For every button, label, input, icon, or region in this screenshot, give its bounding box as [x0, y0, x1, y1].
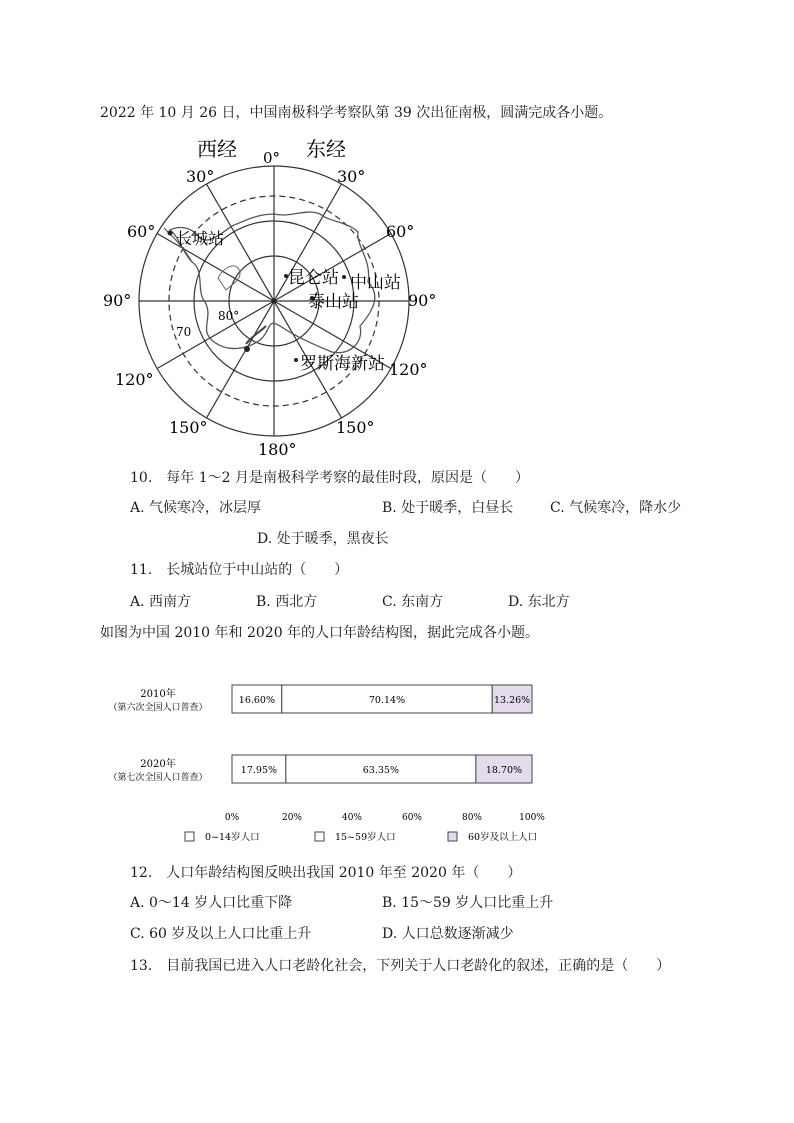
category-label: （第七次全国人口普查） [108, 773, 208, 783]
lon-label-60w: 60° [127, 222, 156, 241]
x-tick-label: 0% [224, 813, 240, 823]
intro-population: 如图为中国 2010 年和 2020 年的人口年龄结构图，据此完成各小题。 [100, 625, 540, 641]
west-longitude-label: 西经 [197, 137, 237, 161]
bar-data-label: 18.70% [485, 765, 523, 776]
lon-label-90w: 90° [103, 291, 132, 310]
luosihai-station-dot [294, 358, 298, 362]
lat-label-80: 80° [218, 309, 240, 323]
intro-antarctic: 2022 年 10 月 26 日，中国南极科学考察队第 39 次出征南极，圆满完成各小题。 [100, 105, 613, 121]
zhongshan-station-dot [342, 275, 346, 279]
question-11-stem: 11. 长城站位于中山站的（ ） [130, 562, 349, 578]
question-12-option-c[interactable]: C. 60 岁及以上人口比重上升 [130, 926, 312, 942]
ice-shelf-outline [218, 266, 240, 290]
legend-label: 0~14岁人口 [205, 832, 260, 843]
lon-label-60e: 60° [386, 222, 415, 241]
bar-data-label: 13.26% [493, 695, 531, 706]
x-tick-label: 100% [519, 813, 545, 823]
x-tick-label: 40% [341, 813, 363, 823]
lon-label-150e: 150° [336, 418, 375, 437]
question-10-option-d[interactable]: D. 处于暖季，黑夜长 [257, 531, 389, 547]
x-tick-label: 60% [401, 813, 423, 823]
ross-sea-marker [244, 346, 250, 352]
lon-label-90e: 90° [408, 291, 437, 310]
question-10-option-a[interactable]: A. 气候寒冷，冰层厚 [130, 500, 262, 516]
legend-swatch [185, 832, 194, 841]
east-longitude-label: 东经 [306, 137, 346, 161]
legend-swatch [315, 832, 324, 841]
question-10-option-b[interactable]: B. 处于暖季，白昼长 [382, 500, 514, 516]
category-label: 2010年 [140, 689, 176, 700]
x-tick-label: 20% [281, 813, 303, 823]
question-10-stem: 10. 每年 1～2 月是南极科学考察的最佳时段，原因是（ ） [130, 470, 529, 486]
category-label: 2020年 [140, 759, 176, 770]
x-tick-label: 80% [461, 813, 483, 823]
legend-swatch [448, 832, 457, 841]
question-10-option-c[interactable]: C. 气候寒冷，降水少 [550, 500, 682, 516]
question-11-option-b[interactable]: B. 西北方 [256, 594, 318, 610]
question-13-stem: 13. 目前我国已进入人口老龄化社会，下列关于人口老龄化的叙述，正确的是（ ） [130, 958, 671, 974]
bar-data-label: 70.14% [368, 695, 406, 706]
changcheng-station-dot [168, 231, 173, 236]
zhongshan-station-label: 中山站 [350, 273, 401, 293]
lon-label-150w: 150° [169, 418, 208, 437]
lon-label-0: 0° [263, 149, 281, 167]
category-label: （第六次全国人口普查） [108, 703, 208, 713]
ross-sea-outline [246, 326, 266, 344]
changcheng-station-label: 长城站 [176, 229, 225, 248]
question-12-option-a[interactable]: A. 0～14 岁人口比重下降 [130, 895, 293, 911]
question-12-stem: 12. 人口年龄结构图反映出我国 2010 年至 2020 年（ ） [130, 865, 522, 881]
question-11-option-a[interactable]: A. 西南方 [130, 594, 192, 610]
bar-data-label: 17.95% [240, 765, 278, 776]
lon-label-30w: 30° [186, 167, 215, 186]
legend-label: 60岁及以上人口 [468, 832, 538, 843]
lon-label-30e: 30° [337, 167, 366, 186]
antarctic-polar-map [95, 132, 445, 462]
bar-data-label: 63.35% [362, 765, 399, 776]
taishan-station-label: 泰山站 [308, 292, 359, 312]
kunlun-station-label: 昆仑站 [288, 268, 339, 288]
question-11-option-c[interactable]: C. 东南方 [382, 594, 444, 610]
lon-label-180: 180° [258, 440, 297, 459]
lon-label-120w: 120° [115, 370, 154, 389]
population-age-structure-chart [100, 655, 570, 850]
question-12-option-b[interactable]: B. 15～59 岁人口比重上升 [382, 895, 554, 911]
question-12-option-d[interactable]: D. 人口总数逐渐减少 [382, 926, 514, 942]
luosihai-station-label: 罗斯海新站 [300, 354, 385, 374]
bar-data-label: 16.60% [238, 695, 276, 706]
pole-dot [272, 299, 277, 304]
lon-label-120e: 120° [389, 360, 428, 379]
legend-label: 15~59岁人口 [335, 832, 396, 843]
lat-label-70: 70 [176, 325, 192, 339]
question-11-option-d[interactable]: D. 东北方 [508, 594, 570, 610]
